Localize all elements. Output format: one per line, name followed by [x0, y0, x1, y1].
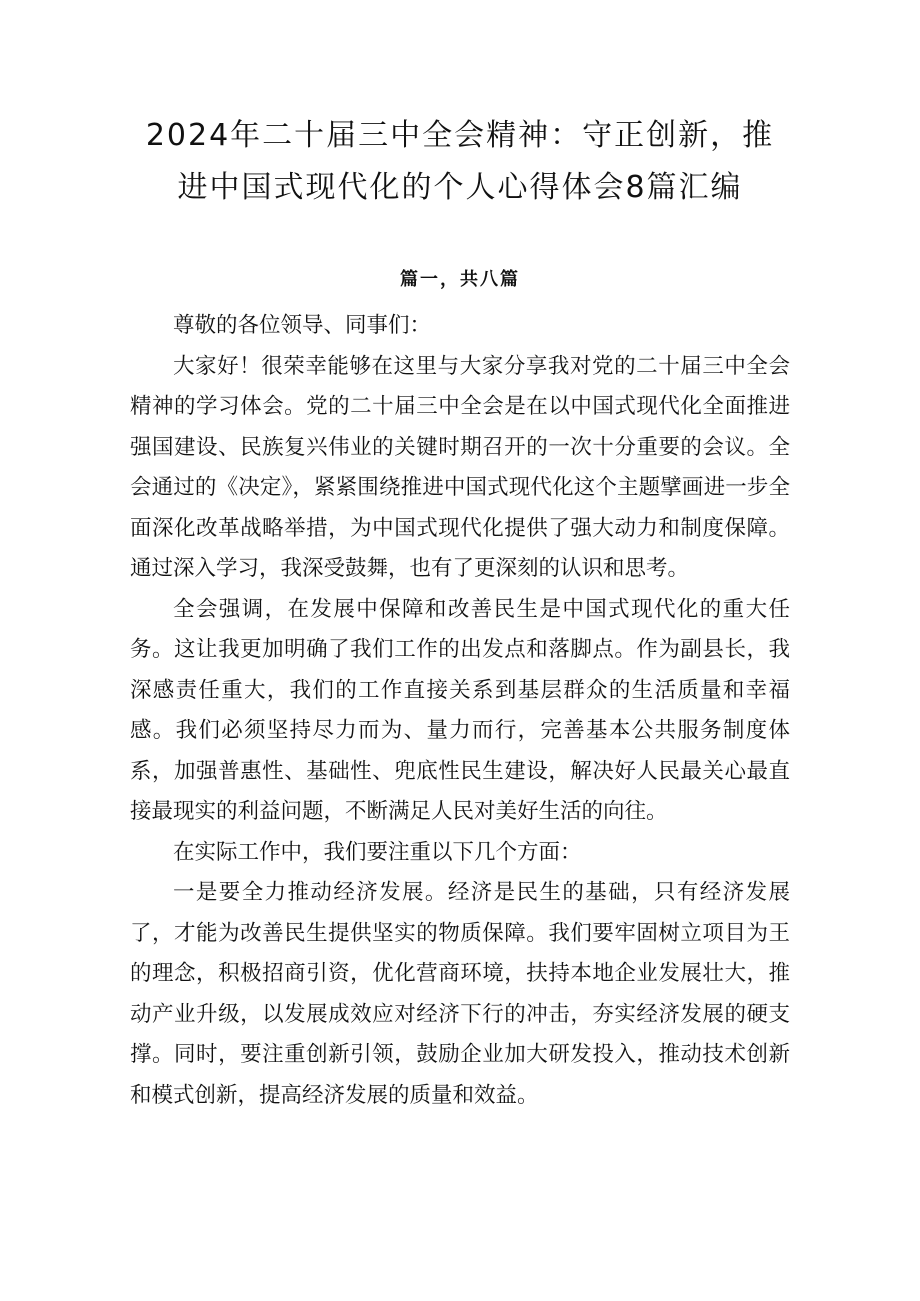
- title-line-1: 2024年二十届三中全会精神：守正创新，推: [145, 118, 775, 153]
- salutation-paragraph: 尊敬的各位领导、同事们：: [173, 313, 432, 338]
- body-paragraph: 一是要全力推动经济发展。经济是民生的基础，只有经济发展了，才能为改善民生提供坚实的物质保障。我们要牢固树立项目为王的理念，积极招商引资，优化营商环境，扶持本地企业发展壮大，推动产业升级，以发展成效应对经济下行的冲击，夯实经济发展的硬支撑。同时，要注重创新引领，鼓励企业加大研发投入，推动技术创新和模式创新，提高经济发展的质量和效益。: [130, 880, 790, 1108]
- document-body: [130, 306, 790, 1116]
- title-line-2: 进中国式现代化的个人心得体会8篇汇编: [177, 170, 743, 205]
- section-heading: 篇一，共八篇: [400, 269, 520, 290]
- body-paragraph: 大家好！很荣幸能够在这里与大家分享我对党的二十届三中全会精神的学习体会。党的二十届三中全会是在以中国式现代化全面推进强国建设、民族复兴伟业的关键时期召开的一次十分重要的会议。全会通过的《决定》，紧紧围绕推进中国式现代化这个主题擘画进一步全面深化改革战略举措，为中国式现代化提供了强大动力和制度保障。通过深入学习，我深受鼓舞，也有了更深刻的认识和思考。: [130, 353, 790, 581]
- document-title: [100, 110, 820, 214]
- body-paragraph: 全会强调，在发展中保障和改善民生是中国式现代化的重大任务。这让我更加明确了我们工作的出发点和落脚点。作为副县长，我深感责任重大，我们的工作直接关系到基层群众的生活质量和幸福感。我们必须坚持尽力而为、量力而行，完善基本公共服务制度体系，加强普惠性、基础性、兜底性民生建设，解决好人民最关心最直接最现实的利益问题，不断满足人民对美好生活的向往。: [130, 596, 790, 824]
- body-paragraph: 在实际工作中，我们要注重以下几个方面：: [173, 839, 582, 865]
